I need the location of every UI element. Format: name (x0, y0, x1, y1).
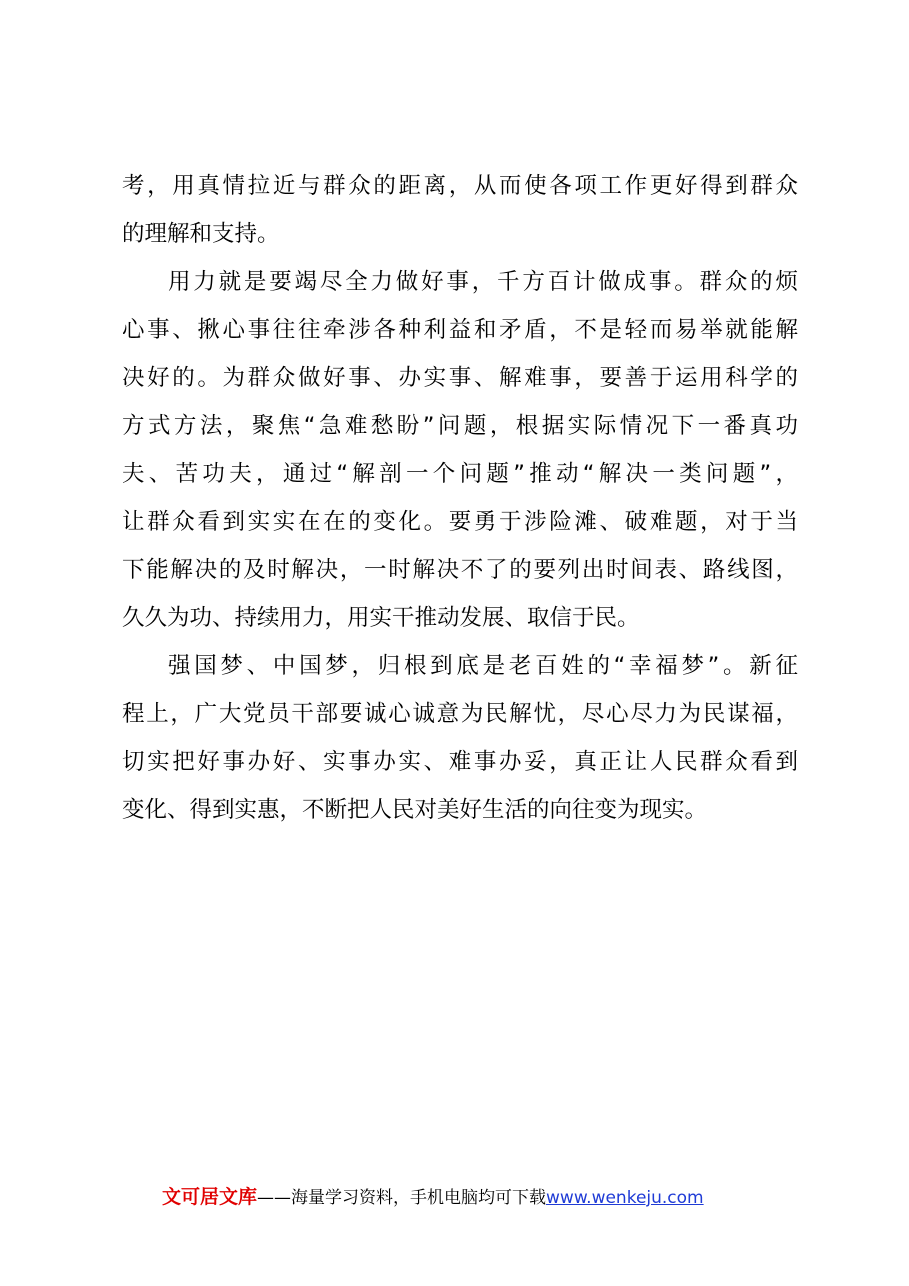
footer-brand: 文可居文库 (162, 1186, 258, 1208)
text-line: 强国梦、中国梦，归根到底是老百姓的“幸福梦”。新征 (168, 653, 798, 679)
text-line: 久久为功、持续用力，用实干推动发展、取信于民。 (122, 605, 640, 631)
document-body (122, 162, 798, 834)
footer-banner (162, 1182, 704, 1212)
text-line: 方式方法，聚焦“急难愁盼”问题，根据实际情况下一番真功 (122, 413, 798, 439)
text-line: 让群众看到实实在在的变化。要勇于涉险滩、破难题，对于当 (122, 509, 798, 535)
text-line: 考，用真情拉近与群众的距离，从而使各项工作更好得到群众 (122, 173, 798, 199)
text-line: 下能解决的及时解决，一时解决不了的要列出时间表、路线图， (122, 557, 798, 583)
footer-site-link[interactable]: www.wenkeju.com (546, 1188, 704, 1208)
text-line: 切实把好事办好、实事办实、难事办妥，真正让人民群众看到 (122, 749, 798, 775)
text-line: 心事、揪心事往往牵涉各种利益和矛盾，不是轻而易举就能解 (122, 317, 798, 343)
footer-tagline: ——海量学习资料，手机电脑均可下载 (257, 1188, 547, 1208)
text-line: 夫、苦功夫，通过“解剖一个问题”推动“解决一类问题”， (122, 461, 798, 487)
text-line: 程上，广大党员干部要诚心诚意为民解忧，尽心尽力为民谋福， (122, 701, 798, 727)
text-line: 变化、得到实惠，不断把人民对美好生活的向往变为现实。 (122, 797, 708, 823)
text-line: 用力就是要竭尽全力做好事，千方百计做成事。群众的烦 (168, 269, 798, 295)
text-line: 的理解和支持。 (122, 221, 280, 247)
text-line: 决好的。为群众做好事、办实事、解难事，要善于运用科学的 (122, 365, 798, 391)
